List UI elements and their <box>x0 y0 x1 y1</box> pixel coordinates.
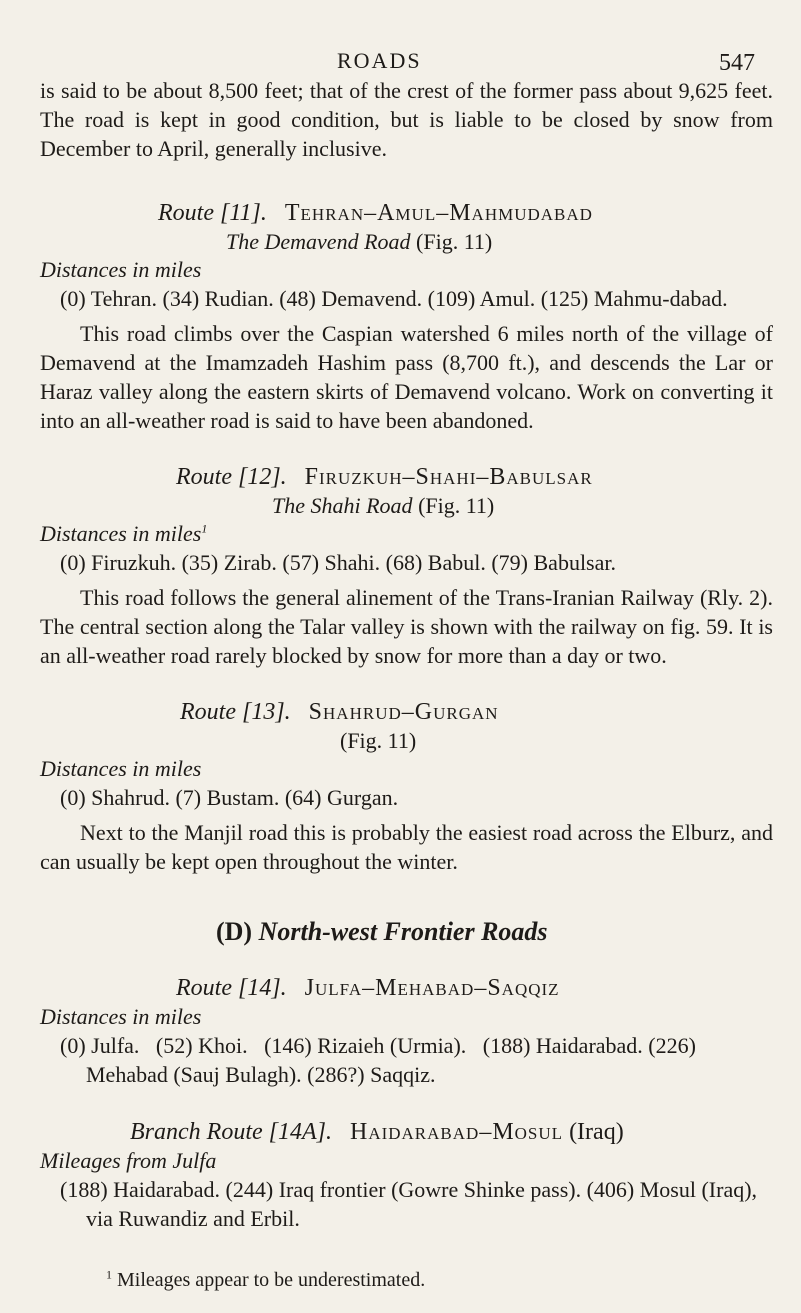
footnote-reference-mark: 1 <box>201 521 208 536</box>
route-14a-block <box>40 1117 773 1233</box>
route-14a-distance-label: Mileages from Julfa <box>40 1148 217 1173</box>
route-13-stops: (0) Shahrud. (7) Bustam. (64) Gurgan. <box>60 785 399 810</box>
route-14-label: Route [14]. <box>176 975 287 1001</box>
route-11-body: This road climbs over the Caspian watershed 6 miles north of the village of Demavend at the Imamzadeh Hashim pass (8,700 ft.), and descends the Lar or Haraz valley along the eastern skirts of Demavend volcano. Work on converting it into an all-weather road is said to have been abandoned. <box>40 321 773 433</box>
route-14-block <box>40 973 773 1089</box>
running-title: ROADS <box>337 48 422 73</box>
route-14-stops: (0) Julfa. (52) Khoi. (146) Rizaieh (Urmia). (188) Haidarabad. (226) Mehabad (Sauj Bulagh). (286?) Saqqiz. <box>60 1033 702 1087</box>
route-12-distance-label: Distances in miles <box>40 521 202 546</box>
route-14a-title: Haidarabad–Mosul <box>349 1119 564 1145</box>
route-11-subtitle: The Demavend Road <box>226 229 411 254</box>
route-13-heading <box>40 697 773 727</box>
route-14a-heading <box>40 1117 773 1147</box>
route-13-block <box>40 697 773 876</box>
route-11-label: Route [11]. <box>158 200 267 226</box>
route-13-body: Next to the Manjil road this is probably the easiest road across the Elburz, and can usually be kept open throughout the winter. <box>40 820 773 874</box>
footnote <box>40 1266 773 1294</box>
section-d-prefix: (D) <box>216 917 253 946</box>
route-12-body: This road follows the general alinement of the Trans-Iranian Railway (Rly. 2). The central section along the Talar valley is shown with the railway on fig. 59. It is an all-weather road rarely blocked by snow for more than a day or two. <box>40 585 773 668</box>
route-12-fig: (Fig. 11) <box>418 493 495 518</box>
route-12-stops: (0) Firuzkuh. (35) Zirab. (57) Shahi. (68) Babul. (79) Babulsar. <box>60 550 616 575</box>
route-12-label: Route [12]. <box>176 464 287 490</box>
route-12-block <box>40 462 773 670</box>
route-14a-label: Branch Route [14A]. <box>130 1119 332 1145</box>
route-11-stops: (0) Tehran. (34) Rudian. (48) Demavend. (109) Amul. (125) Mahmu-dabad. <box>60 286 728 311</box>
route-14-distance-label: Distances in miles <box>40 1004 202 1029</box>
route-11-subtitle-line <box>40 228 773 256</box>
route-14-heading <box>40 973 773 1003</box>
route-13-fig: (Fig. 11) <box>340 728 417 753</box>
route-12-subtitle: The Shahi Road <box>272 493 413 518</box>
route-12-heading <box>40 462 773 492</box>
route-11-heading <box>40 198 773 228</box>
route-13-distance-label: Distances in miles <box>40 756 202 781</box>
route-12-title: Firuzkuh–Shahi–Babulsar <box>304 464 593 490</box>
route-13-title: Shahrud–Gurgan <box>308 699 499 725</box>
footnote-text: Mileages appear to be underestimated. <box>117 1269 426 1291</box>
footnote-mark: 1 <box>106 1267 112 1282</box>
route-13-fig-line <box>40 727 773 755</box>
route-14a-suffix: (Iraq) <box>569 1119 624 1145</box>
section-d-heading <box>40 916 773 948</box>
section-d-title: North-west Frontier Roads <box>258 917 548 946</box>
route-11-fig: (Fig. 11) <box>416 229 493 254</box>
route-14a-stops: (188) Haidarabad. (244) Iraq frontier (Gowre Shinke pass). (406) Mosul (Iraq), via Ruwandiz and Erbil. <box>60 1177 758 1231</box>
running-head <box>40 48 773 76</box>
route-12-subtitle-line <box>40 492 773 520</box>
route-11-block <box>40 198 773 435</box>
route-13-label: Route [13]. <box>180 699 291 725</box>
page-number: 547 <box>719 50 755 76</box>
route-12-distance-label-line <box>40 520 773 548</box>
route-11-title: Tehran–Amul–Mahmudabad <box>284 200 593 226</box>
route-11-distance-label: Distances in miles <box>40 257 202 282</box>
intro-paragraph: is said to be about 8,500 feet; that of the crest of the former pass about 9,625 feet. The road is kept in good condition, but is liable to be closed by snow from December to April, generally inclusive. <box>40 78 773 161</box>
route-14-title: Julfa–Mehabad–Saqqiz <box>304 975 560 1001</box>
